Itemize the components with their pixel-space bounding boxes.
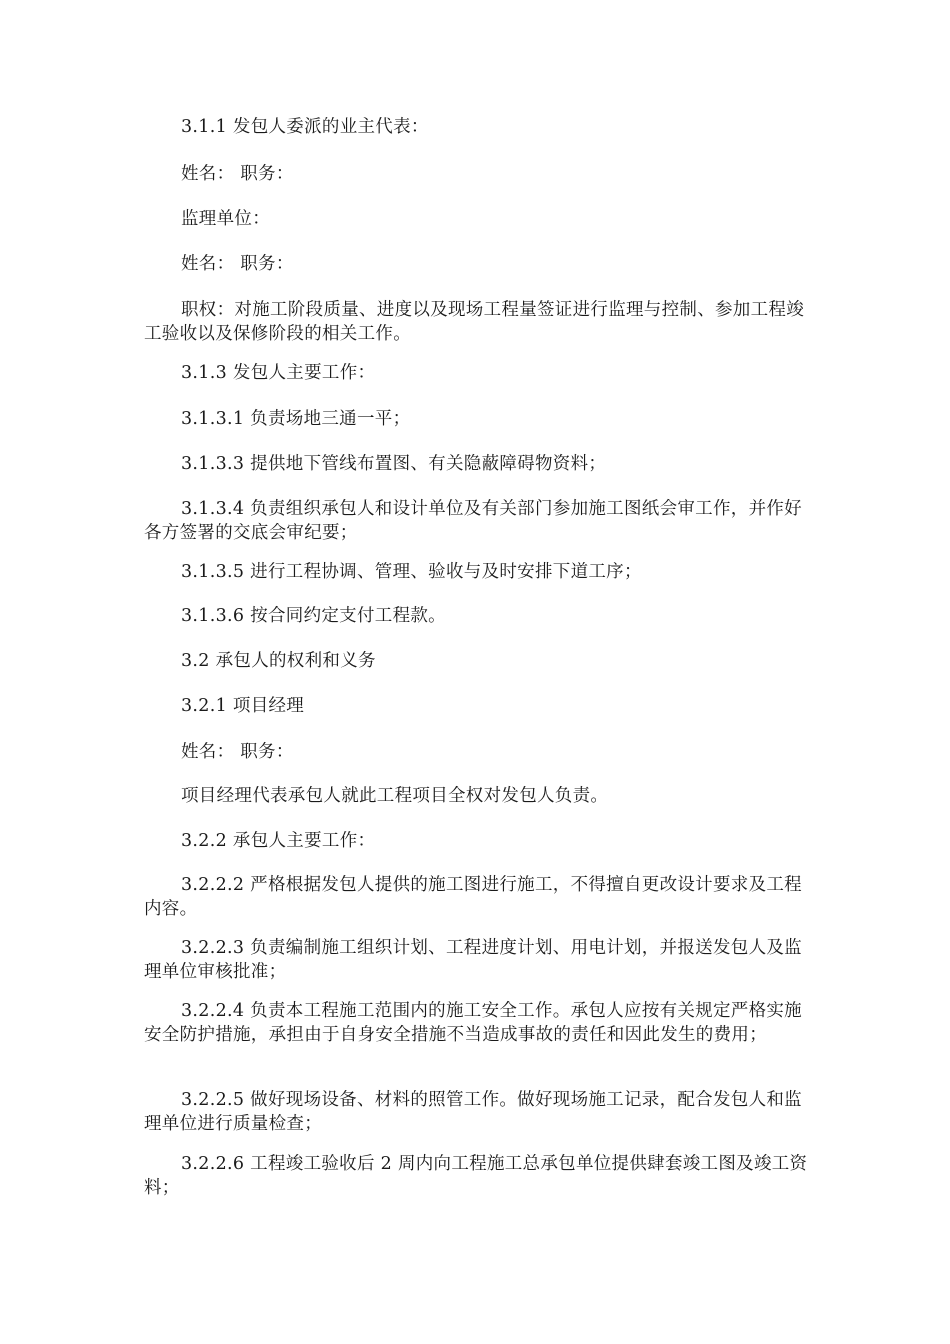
- clause-3-1-3-3: 3.1.3.3 提供地下管线布置图、有关隐蔽障碍物资料；: [181, 454, 607, 474]
- clause-3-2-2-5: 3.2.2.5 做好现场设备、材料的照管工作。做好现场施工记录，配合发包人和监理单位进行质量检查；: [144, 1090, 802, 1134]
- clause-3-1-3-5: 3.1.3.5 进行工程协调、管理、验收与及时安排下道工序；: [181, 562, 642, 582]
- pm-name-title: 姓名： 职务：: [181, 742, 294, 762]
- clause-3-2-2-6: 3.2.2.6 工程竣工验收后 2 周内向工程施工总承包单位提供肆套竣工图及竣工资料；: [144, 1154, 808, 1198]
- supervisor-authority: 职权：对施工阶段质量、进度以及现场工程量签证进行监理与控制、参加工程竣工验收以及保修阶段的相关工作。: [144, 300, 804, 344]
- clause-3-2-2: 3.2.2 承包人主要工作：: [181, 831, 376, 851]
- clause-3-1-3: 3.1.3 发包人主要工作：: [181, 363, 376, 383]
- clause-3-1-1: 3.1.1 发包人委派的业主代表：: [181, 117, 429, 137]
- clause-3-2-1: 3.2.1 项目经理: [181, 696, 305, 716]
- clause-3-2-2-2: 3.2.2.2 严格根据发包人提供的施工图进行施工，不得擅自更改设计要求及工程内容。: [144, 875, 802, 919]
- clause-3-2-2-4: 3.2.2.4 负责本工程施工范围内的施工安全工作。承包人应按有关规定严格实施安全防护措施，承担由于自身安全措施不当造成事故的责任和因此发生的费用；: [144, 1001, 802, 1045]
- clause-3-1-3-1: 3.1.3.1 负责场地三通一平；: [181, 409, 411, 429]
- supervisor-name-title: 姓名： 职务：: [181, 254, 294, 274]
- pm-responsibility: 项目经理代表承包人就此工程项目全权对发包人负责。: [181, 786, 609, 806]
- owner-rep-name-title: 姓名： 职务：: [181, 164, 294, 184]
- clause-3-1-3-6: 3.1.3.6 按合同约定支付工程款。: [181, 606, 446, 626]
- clause-3-1-3-4: 3.1.3.4 负责组织承包人和设计单位及有关部门参加施工图纸会审工作，并作好各方签署的交底会审纪要；: [144, 499, 802, 543]
- clause-3-2: 3.2 承包人的权利和义务: [181, 651, 376, 671]
- clause-3-2-2-3: 3.2.2.3 负责编制施工组织计划、工程进度计划、用电计划，并报送发包人及监理单位审核批准；: [144, 938, 802, 982]
- supervision-unit: 监理单位：: [181, 209, 270, 229]
